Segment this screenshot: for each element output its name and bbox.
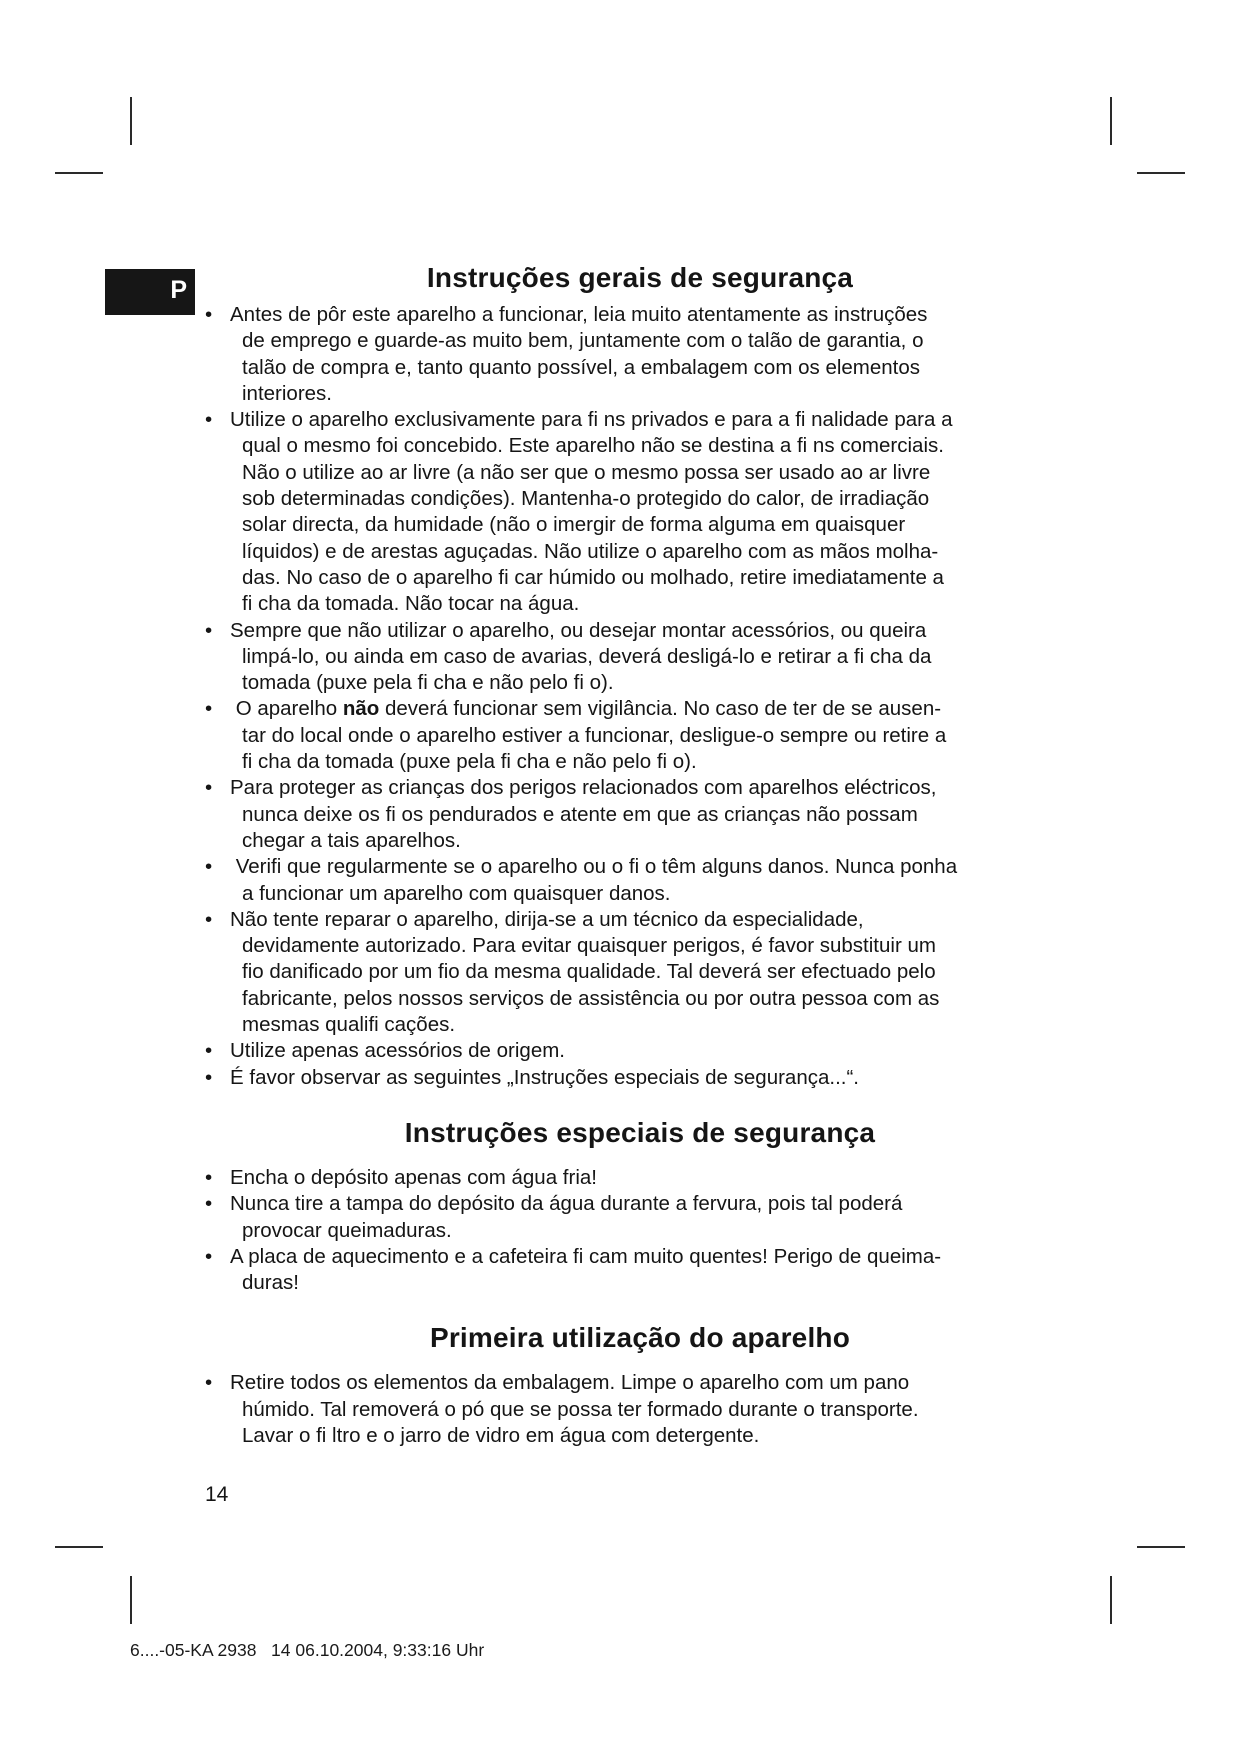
general-safety-list: [205, 302, 1075, 1091]
section-title-first-use: Primeira utilização do aparelho: [429, 1322, 851, 1354]
crop-mark-bottom-left-vertical: [130, 1576, 132, 1624]
language-tab-label: P: [170, 276, 187, 304]
first-use-list: [205, 1370, 1075, 1449]
list-item: • O aparelho não deverá funcionar sem vigilância. No caso de ter de se ausen- tar do local onde o aparelho estiver a funcionar, desligue-o sempre ou retire a fi cha da tomada (puxe pela fi cha e não pelo fi o).: [205, 696, 1075, 775]
crop-mark-bottom-right-horizontal: [1137, 1546, 1185, 1548]
section-title-general-safety: Instruções gerais de segurança: [426, 262, 854, 293]
page-content: [205, 258, 1075, 1449]
special-safety-list: [205, 1165, 1075, 1296]
list-item: • Nunca tire a tampa do depósito da água durante a fervura, pois tal poderá provocar queimaduras.: [205, 1191, 1075, 1244]
print-footer: 6....-05-KA 2938 14 06.10.2004, 9:33:16 Uhr: [130, 1640, 485, 1660]
list-item: • Para proteger as crianças dos perigos relacionados com aparelhos eléctricos, nunca deixe os fi os pendurados e atente em que as crianças não possam chegar a tais aparelhos.: [205, 775, 1075, 854]
language-tab: [105, 269, 195, 315]
list-item: • Verifi que regularmente se o aparelho ou o fi o têm alguns danos. Nunca ponha a funcionar um aparelho com quaisquer danos.: [205, 854, 1075, 907]
crop-mark-top-left-vertical: [130, 97, 132, 145]
list-item: • Utilize o aparelho exclusivamente para fi ns privados e para a fi nalidade para a qual o mesmo foi concebido. Este aparelho não se destina a fi ns comerciais. Não o utilize ao ar livre (a não ser que o mesmo possa ser usado ao ar livre sob determinadas condições). Mantenha-o protegido do calor, de irradiação solar directa, da humidade (não o imergir de forma alguma em quaisquer líquidos) e de arestas aguçadas. Não utilize o aparelho com as mãos molha- das. No caso de o aparelho fi car húmido ou molhado, retire imediatamente a fi cha da tomada. Não tocar na água.: [205, 407, 1075, 617]
list-item: • Não tente reparar o aparelho, dirija-se a um técnico da especialidade, devidamente autorizado. Para evitar quaisquer perigos, é favor substituir um fio danificado por um fio da mesma qualidade. Tal deverá ser efectuado pelo fabricante, pelos nossos serviços de assistência ou por outra pessoa com as mesmas qualifi cações.: [205, 907, 1075, 1038]
list-item: • Utilize apenas acessórios de origem.: [205, 1038, 1075, 1064]
list-item: • Retire todos os elementos da embalagem. Limpe o aparelho com um pano húmido. Tal removerá o pó que se possa ter formado durante o transporte. Lavar o fi ltro e o jarro de vidro em água com detergente.: [205, 1370, 1075, 1449]
section-title-special-safety: Instruções especiais de segurança: [404, 1116, 876, 1148]
list-item: • A placa de aquecimento e a cafeteira fi cam muito quentes! Perigo de queima- duras!: [205, 1244, 1075, 1297]
list-item: • Sempre que não utilizar o aparelho, ou desejar montar acessórios, ou queira limpá-lo, ou ainda em caso de avarias, deverá desligá-lo e retirar a fi cha da tomada (puxe pela fi cha e não pelo fi o).: [205, 618, 1075, 697]
crop-mark-top-right-vertical: [1110, 97, 1112, 145]
list-item: • Encha o depósito apenas com água fria!: [205, 1165, 1075, 1191]
page-number: 14: [205, 1483, 229, 1506]
crop-mark-bottom-right-vertical: [1110, 1576, 1112, 1624]
crop-mark-top-left-horizontal: [55, 172, 103, 174]
crop-mark-top-right-horizontal: [1137, 172, 1185, 174]
list-item: • É favor observar as seguintes „Instruções especiais de segurança...“.: [205, 1065, 1075, 1091]
list-item: • Antes de pôr este aparelho a funcionar, leia muito atentamente as instruções de emprego e guarde-as muito bem, juntamente com o talão de garantia, o talão de compra e, tanto quanto possível, a embalagem com os elementos interiores.: [205, 302, 1075, 407]
crop-mark-bottom-left-horizontal: [55, 1546, 103, 1548]
